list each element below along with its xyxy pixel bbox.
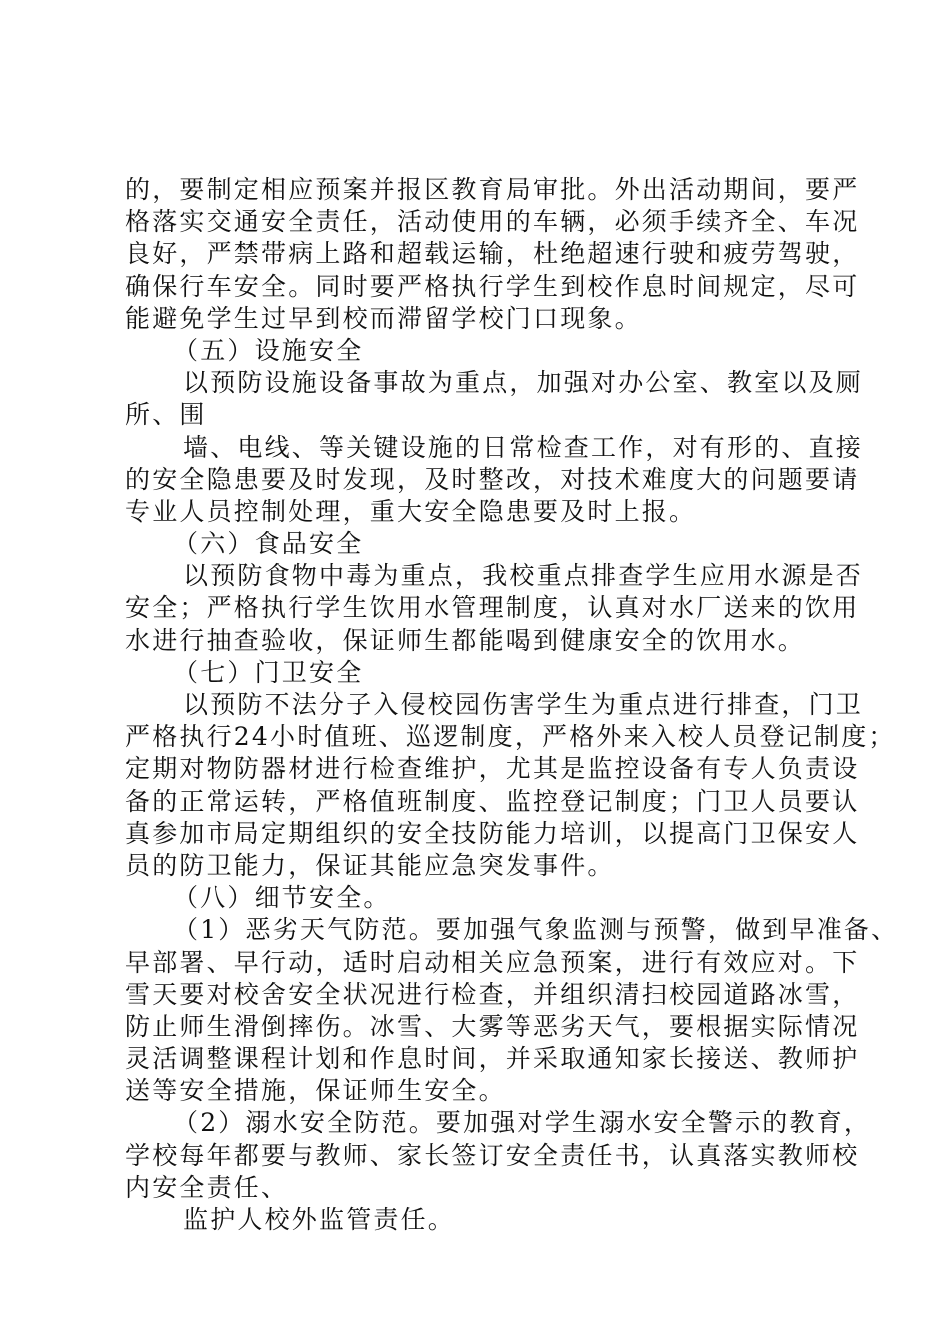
text-line: 以预防食物中毒为重点，我校重点排查学生应用水源是否: [183, 561, 864, 591]
text-line: （1）恶劣天气防范。要加强气象监测与预警，做到早准备、: [173, 915, 899, 945]
text-line: 格落实交通安全责任，活动使用的车辆，必须手续齐全、车况: [125, 207, 860, 237]
text-line: （2）溺水安全防范。要加强对学生溺水安全警示的教育，: [173, 1108, 872, 1138]
section-heading: （六）食品安全: [173, 529, 364, 559]
text-line: 的，要制定相应预案并报区教育局审批。外出活动期间，要严: [125, 175, 860, 204]
text-line: 水进行抽查验收，保证师生都能喝到健康安全的饮用水。: [125, 625, 806, 655]
text-line: 的安全隐患要及时发现，及时整改，对技术难度大的问题要请: [125, 464, 860, 494]
text-line: 定期对物防器材进行检查维护，尤其是监控设备有专人负责设: [125, 754, 860, 784]
text-line: 员的防卫能力，保证其能应急突发事件。: [125, 850, 615, 880]
text-line: 专业人员控制处理，重大安全隐患要及时上报。: [125, 496, 697, 526]
text-line: 确保行车安全。同时要严格执行学生到校作息时间规定，尽可: [125, 271, 860, 301]
text-line: 能避免学生过早到校而滞留学校门口现象。: [125, 303, 642, 333]
section-heading: （七）门卫安全: [173, 657, 364, 687]
text-line: 严格执行24小时值班、巡逻制度，严格外来入校人员登记制度；: [125, 722, 896, 752]
text-line: 真参加市局定期组织的安全技防能力培训，以提高门卫保安人: [125, 818, 860, 848]
text-line: 灵活调整课程计划和作息时间，并采取通知家长接送、教师护: [125, 1044, 860, 1074]
text-line: 学校每年都要与教师、家长签订安全责任书，认真落实教师校: [125, 1140, 860, 1170]
document-body: [125, 174, 899, 1236]
text-line: 防止师生滑倒摔伤。冰雪、大雾等恶劣天气，要根据实际情况: [125, 1011, 860, 1041]
text-line: 内安全责任、: [125, 1172, 289, 1202]
text-line: 早部署、早行动，适时启动相关应急预案，进行有效应对。下: [125, 947, 860, 977]
section-heading: （五）设施安全: [173, 335, 364, 365]
text-line: 送等安全措施，保证师生安全。: [125, 1076, 506, 1106]
text-line: 以预防设施设备事故为重点，加强对办公室、教室以及厕: [183, 368, 864, 398]
text-line: 所、围: [125, 400, 207, 430]
text-line: 雪天要对校舍安全状况进行检查，并组织清扫校园道路冰雪，: [125, 979, 860, 1009]
text-line: 备的正常运转，严格值班制度、监控登记制度；门卫人员要认: [125, 786, 860, 816]
text-line: 墙、电线、等关键设施的日常检查工作，对有形的、直接: [183, 432, 864, 462]
section-heading: （八）细节安全。: [173, 883, 391, 913]
text-line: 监护人校外监管责任。: [183, 1205, 456, 1234]
text-line: 以预防不法分子入侵校园伤害学生为重点进行排查，门卫: [183, 690, 864, 719]
text-line: 安全；严格执行学生饮用水管理制度，认真对水厂送来的饮用: [125, 593, 860, 623]
text-line: 良好，严禁带病上路和超载运输，杜绝超速行驶和疲劳驾驶，: [125, 239, 860, 269]
